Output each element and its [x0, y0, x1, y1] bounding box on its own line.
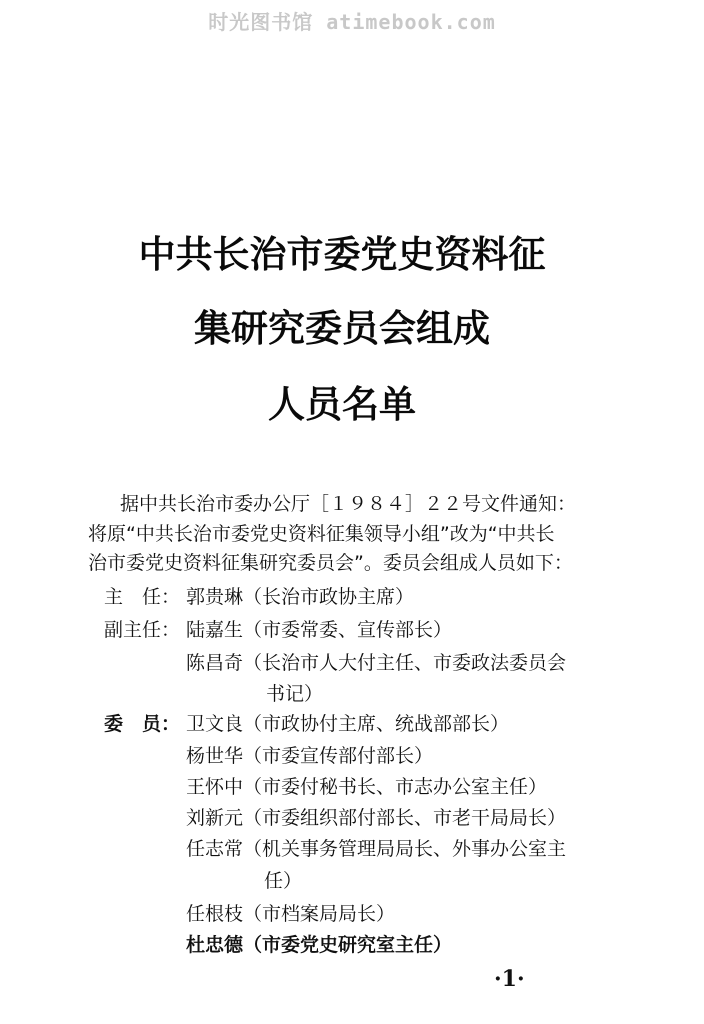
entry-member-7: 杜忠德（市委党史研究室主任） — [186, 934, 453, 956]
intro-line-1: 据中共长治市委办公厅［１９８４］２２号文件通知： — [120, 493, 577, 515]
entry-deputy-2-cont: 书记） — [266, 683, 324, 705]
watermark: 时光图书馆 atimebook.com — [208, 10, 496, 34]
page-number: ·1· — [494, 966, 525, 992]
page-title-line-1: 中共长治市委党史资料征 — [138, 233, 546, 276]
entry-deputy-1: 陆嘉生（市委常委、宣传部长） — [186, 619, 453, 641]
entry-deputy-2: 陈昌奇（长治市人大付主任、市委政法委员会 — [186, 652, 567, 674]
intro-line-3: 治市委党史资料征集研究委员会”。委员会组成人员如下： — [88, 552, 573, 574]
role-deputy: 副主任： — [104, 619, 181, 641]
role-director: 主 任： — [104, 586, 181, 608]
intro-line-2: 将原“中共长治市委党史资料征集领导小组”改为“中共长 — [88, 523, 555, 545]
entry-member-3: 王怀中（市委付秘书长、市志办公室主任） — [186, 776, 548, 798]
entry-member-5-cont: 任） — [264, 870, 303, 892]
entry-member-5: 任志常（机关事务管理局局长、外事办公室主 — [186, 838, 567, 860]
role-members: 委 员： — [104, 713, 181, 735]
entry-member-1: 卫文良（市政协付主席、统战部部长） — [186, 713, 510, 735]
entry-member-4: 刘新元（市委组织部付部长、市老干局局长） — [186, 807, 567, 829]
entry-member-6: 任根枝（市档案局局长） — [186, 903, 396, 925]
entry-director: 郭贵琳（长治市政协主席） — [186, 586, 415, 608]
page-title-line-3: 人员名单 — [268, 383, 416, 426]
entry-member-2: 杨世华（市委宣传部付部长） — [186, 745, 434, 767]
page-title-line-2: 集研究委员会组成 — [194, 307, 490, 350]
